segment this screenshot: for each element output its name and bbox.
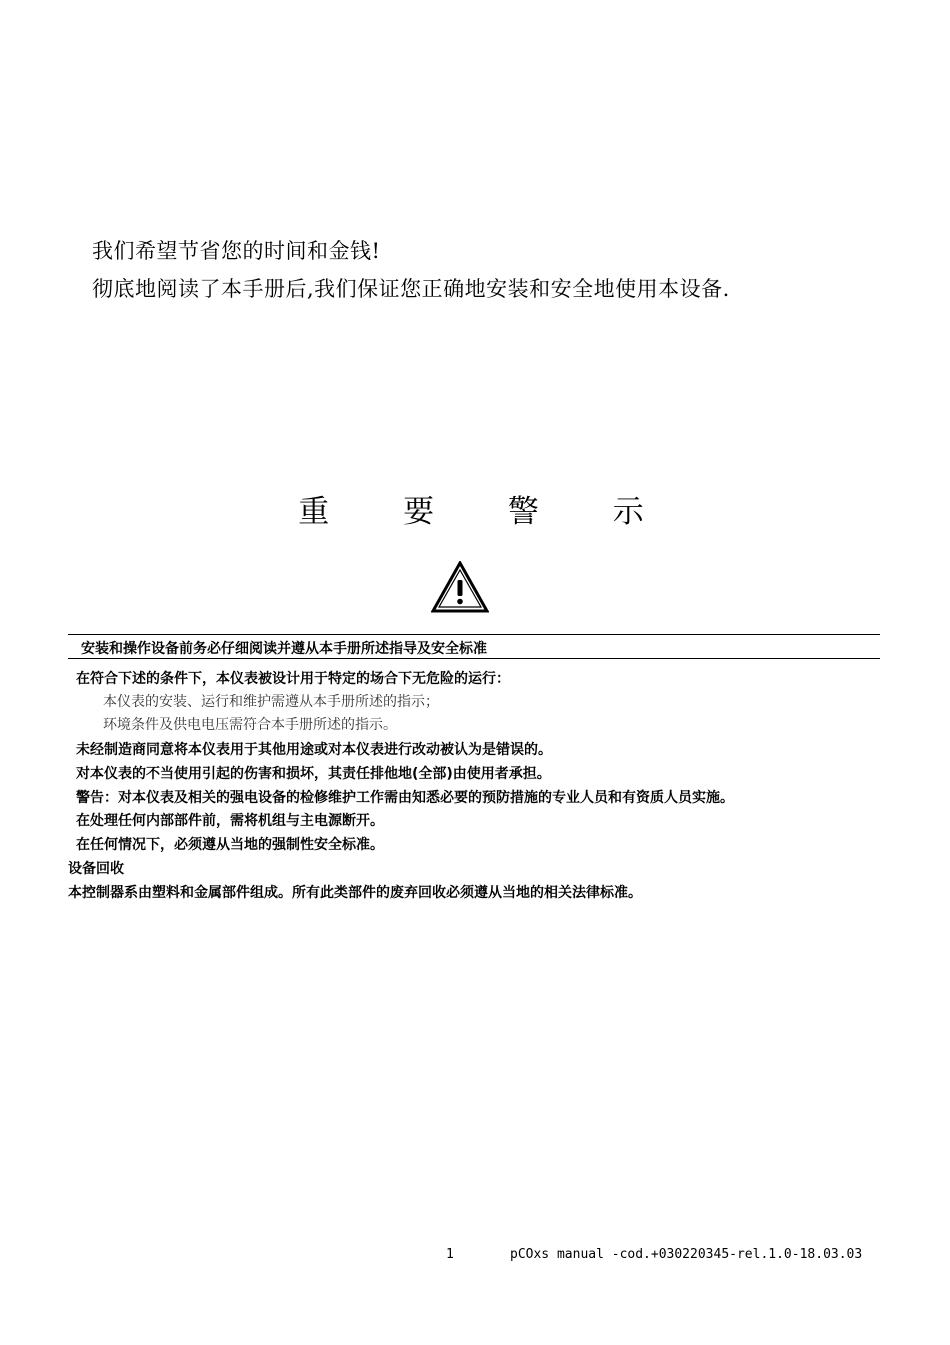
liability-notice: 对本仪表的不当使用引起的伤害和损坏，其责任排他地(全部)由使用者承担。 bbox=[76, 766, 551, 782]
page-number: 1 bbox=[446, 1247, 454, 1262]
document-reference: pCOxs manual -cod.+030220345-rel.1.0-18.03.03 bbox=[510, 1247, 863, 1262]
condition-item-1: 本仪表的安装、运行和维护需遵从本手册所述的指示； bbox=[103, 694, 439, 710]
standards-notice: 在任何情况下，必须遵从当地的强制性安全标准。 bbox=[76, 837, 384, 853]
notice-bar-text: 安装和操作设备前务必仔细阅读并遵从本手册所述指导及安全标准 bbox=[81, 641, 487, 657]
notice-bar bbox=[68, 634, 880, 659]
condition-item-2: 环境条件及供电电压需符合本手册所述的指示。 bbox=[103, 717, 397, 733]
misuse-notice: 未经制造商同意将本仪表用于其他用途或对本仪表进行改动被认为是错误的。 bbox=[76, 742, 552, 758]
intro-text bbox=[92, 232, 730, 308]
recycling-heading: 设备回收 bbox=[68, 861, 124, 877]
intro-line-2: 彻底地阅读了本手册后,我们保证您正确地安装和安全地使用本设备. bbox=[92, 277, 730, 301]
warning-triangle-icon bbox=[431, 561, 489, 613]
disconnect-notice: 在处理任何内部部件前，需将机组与主电源断开。 bbox=[76, 813, 384, 829]
intro-line-1: 我们希望节省您的时间和金钱! bbox=[92, 239, 381, 263]
recycling-text: 本控制器系由塑料和金属部件组成。所有此类部件的废弃回收必须遵从当地的相关法律标准。 bbox=[68, 885, 642, 901]
warning-title: 重 要 警 示 bbox=[298, 494, 676, 530]
conditions-intro: 在符合下述的条件下，本仪表被设计用于特定的场合下无危险的运行： bbox=[76, 671, 510, 687]
caution-notice: 警告：对本仪表及相关的强电设备的检修维护工作需由知悉必要的预防措施的专业人员和有资质人员实施。 bbox=[76, 790, 734, 806]
